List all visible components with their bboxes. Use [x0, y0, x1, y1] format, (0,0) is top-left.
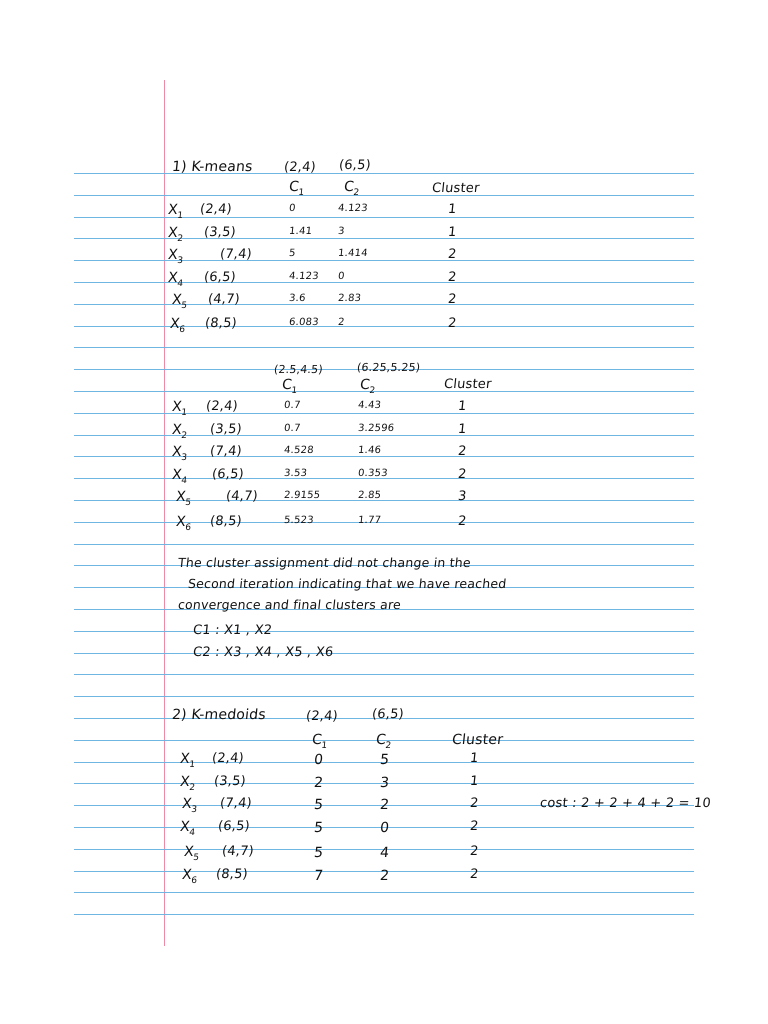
- row-dist-c2: 5: [379, 752, 390, 768]
- rule-line: [74, 435, 694, 436]
- rule-line: [74, 413, 694, 414]
- note-line-2: Second iteration indicating that we have reached: [187, 576, 508, 591]
- row-dist-c2: 2: [379, 797, 390, 814]
- row-dist-c2: 2: [337, 316, 346, 328]
- row-cluster: 2: [447, 292, 458, 307]
- row-cluster: 2: [447, 269, 458, 285]
- row-cluster: 1: [447, 224, 458, 240]
- margin-line: [164, 80, 165, 946]
- row-point: (6,5): [211, 466, 245, 482]
- rule-line: [74, 674, 694, 675]
- section1-title: 1) K-means: [171, 159, 254, 175]
- header-c2-iter2: $C_2$: [359, 377, 376, 396]
- row-dist-c1: 0: [313, 752, 324, 768]
- row-cluster: 2: [447, 315, 458, 331]
- rule-line: [74, 195, 694, 196]
- row-cluster: 2: [447, 247, 458, 262]
- row-dist-c1: 4.528: [283, 445, 315, 457]
- row-dist-c2: 2.85: [357, 490, 382, 502]
- row-label: $X_2$: [171, 421, 188, 441]
- rule-line: [74, 653, 694, 654]
- row-dist-c2: 1.414: [337, 248, 369, 259]
- row-dist-c2: 3: [337, 225, 346, 237]
- rule-line: [74, 631, 694, 632]
- row-label: $X_5$: [183, 843, 200, 863]
- row-cluster: 1: [457, 399, 468, 414]
- row-dist-c1: 3.6: [288, 293, 307, 304]
- row-label: $X_3$: [171, 444, 188, 464]
- row-dist-c2: 0.353: [357, 467, 389, 479]
- header-c2: $C_2$: [343, 179, 360, 198]
- rule-line: [74, 696, 694, 697]
- row-label: $X_5$: [171, 292, 188, 311]
- medoid1-coord: (2,4): [305, 709, 339, 724]
- row-dist-c1: 5: [313, 820, 324, 837]
- row-dist-c2: 4: [379, 844, 390, 861]
- rule-line: [74, 456, 694, 457]
- row-cluster: 2: [469, 843, 480, 859]
- row-dist-c1: 2: [313, 774, 324, 791]
- row-dist-c1: 1.41: [288, 225, 313, 237]
- row-point: (4,7): [225, 489, 259, 505]
- row-dist-c1: 0: [288, 203, 297, 214]
- centroid1-coord-iter2: (2.5,4.5): [273, 363, 324, 376]
- row-point: (6,5): [217, 819, 251, 835]
- rule-line: [74, 892, 694, 893]
- final-cluster-1: C1 : X1 , X2: [192, 623, 273, 638]
- row-label: $X_6$: [175, 514, 192, 533]
- rule-line: [74, 914, 694, 915]
- row-dist-c2: 4.43: [357, 400, 382, 411]
- final-cluster-2: C2 : X3 , X4 , X5 , X6: [192, 645, 335, 660]
- row-point: (7,4): [219, 247, 253, 262]
- row-label: $X_3$: [181, 796, 198, 816]
- row-cluster: 1: [447, 202, 458, 217]
- row-dist-c1: 5: [288, 248, 297, 259]
- row-dist-c1: 2.9155: [283, 490, 321, 502]
- section2-title: 2) K-medoids: [171, 707, 267, 723]
- row-label: $X_4$: [179, 819, 196, 839]
- header-c1: $C_1$: [288, 179, 305, 198]
- row-point: (2,4): [199, 202, 233, 217]
- row-dist-c2: 2: [379, 867, 390, 884]
- row-dist-c1: 4.123: [288, 270, 320, 282]
- row-dist-c2: 3.2596: [357, 422, 395, 434]
- rule-line: [74, 391, 694, 392]
- row-dist-c2: 4.123: [337, 203, 369, 214]
- header-c2-medoids: $C_2$: [375, 732, 392, 751]
- row-label: $X_1$: [171, 399, 188, 418]
- row-label: $X_1$: [167, 202, 184, 221]
- row-cluster: 3: [457, 489, 468, 505]
- row-label: $X_3$: [167, 247, 184, 266]
- row-dist-c2: 0: [337, 270, 346, 282]
- rule-line: [74, 522, 694, 523]
- row-cluster: 1: [469, 751, 480, 766]
- centroid1-coord: (2,4): [283, 160, 317, 175]
- row-label: $X_2$: [179, 773, 196, 793]
- header-c1-iter2: $C_1$: [281, 377, 298, 396]
- rule-line: [74, 544, 694, 545]
- row-label: $X_5$: [175, 489, 192, 509]
- row-label: $X_1$: [179, 751, 196, 770]
- row-dist-c1: 7: [313, 867, 324, 884]
- rule-line: [74, 173, 694, 174]
- row-point: (4,7): [207, 292, 241, 307]
- row-label: $X_2$: [167, 224, 184, 244]
- row-point: (7,4): [209, 444, 243, 460]
- row-point: (7,4): [219, 796, 253, 812]
- row-point: (4,7): [221, 843, 255, 859]
- row-point: (6,5): [203, 269, 237, 285]
- row-point: (3,5): [203, 224, 237, 240]
- rule-line: [74, 326, 694, 327]
- row-point: (8,5): [209, 514, 243, 529]
- row-dist-c2: 3: [379, 774, 390, 791]
- row-cluster: 2: [457, 514, 468, 529]
- row-dist-c1: 5: [313, 844, 324, 861]
- row-point: (2,4): [211, 751, 245, 766]
- note-line-1: The cluster assignment did not change in the: [177, 555, 472, 570]
- row-cluster: 2: [469, 866, 480, 882]
- centroid2-coord: (6,5): [338, 158, 372, 173]
- row-cluster: 1: [469, 773, 480, 789]
- row-point: (2,4): [205, 399, 239, 414]
- row-cluster: 2: [469, 796, 480, 812]
- rule-line: [74, 304, 694, 305]
- row-point: (3,5): [213, 773, 247, 789]
- rule-line: [74, 500, 694, 501]
- row-label: $X_4$: [171, 466, 188, 486]
- row-cluster: 2: [469, 819, 480, 835]
- row-label: $X_6$: [169, 315, 186, 335]
- row-dist-c2: 1.77: [357, 515, 382, 526]
- header-cluster-iter2: Cluster: [443, 377, 493, 392]
- row-dist-c1: 5.523: [283, 515, 315, 526]
- row-cluster: 2: [457, 444, 468, 460]
- row-dist-c2: 0: [379, 820, 390, 837]
- row-dist-c1: 3.53: [283, 467, 308, 479]
- header-c1-medoids: $C_1$: [311, 732, 328, 751]
- row-dist-c2: 2.83: [337, 293, 362, 304]
- row-dist-c1: 6.083: [288, 316, 320, 328]
- row-dist-c2: 1.46: [357, 445, 382, 457]
- cost-note: cost : 2 + 2 + 4 + 2 = 10: [539, 796, 712, 811]
- row-label: $X_6$: [181, 866, 198, 886]
- row-point: (3,5): [209, 421, 243, 437]
- medoid2-coord: (6,5): [371, 707, 405, 722]
- note-line-3: convergence and final clusters are: [177, 597, 402, 612]
- rule-line: [74, 347, 694, 348]
- header-cluster: Cluster: [431, 181, 481, 196]
- row-point: (8,5): [204, 315, 238, 331]
- row-cluster: 1: [457, 421, 468, 437]
- row-dist-c1: 0.7: [283, 400, 302, 411]
- row-point: (8,5): [215, 866, 249, 882]
- row-dist-c1: 5: [313, 797, 324, 814]
- row-label: $X_4$: [167, 269, 184, 289]
- header-cluster-medoids: Cluster: [451, 732, 504, 748]
- row-cluster: 2: [457, 466, 468, 482]
- row-dist-c1: 0.7: [283, 422, 302, 434]
- centroid2-coord-iter2: (6.25,5.25): [356, 361, 421, 374]
